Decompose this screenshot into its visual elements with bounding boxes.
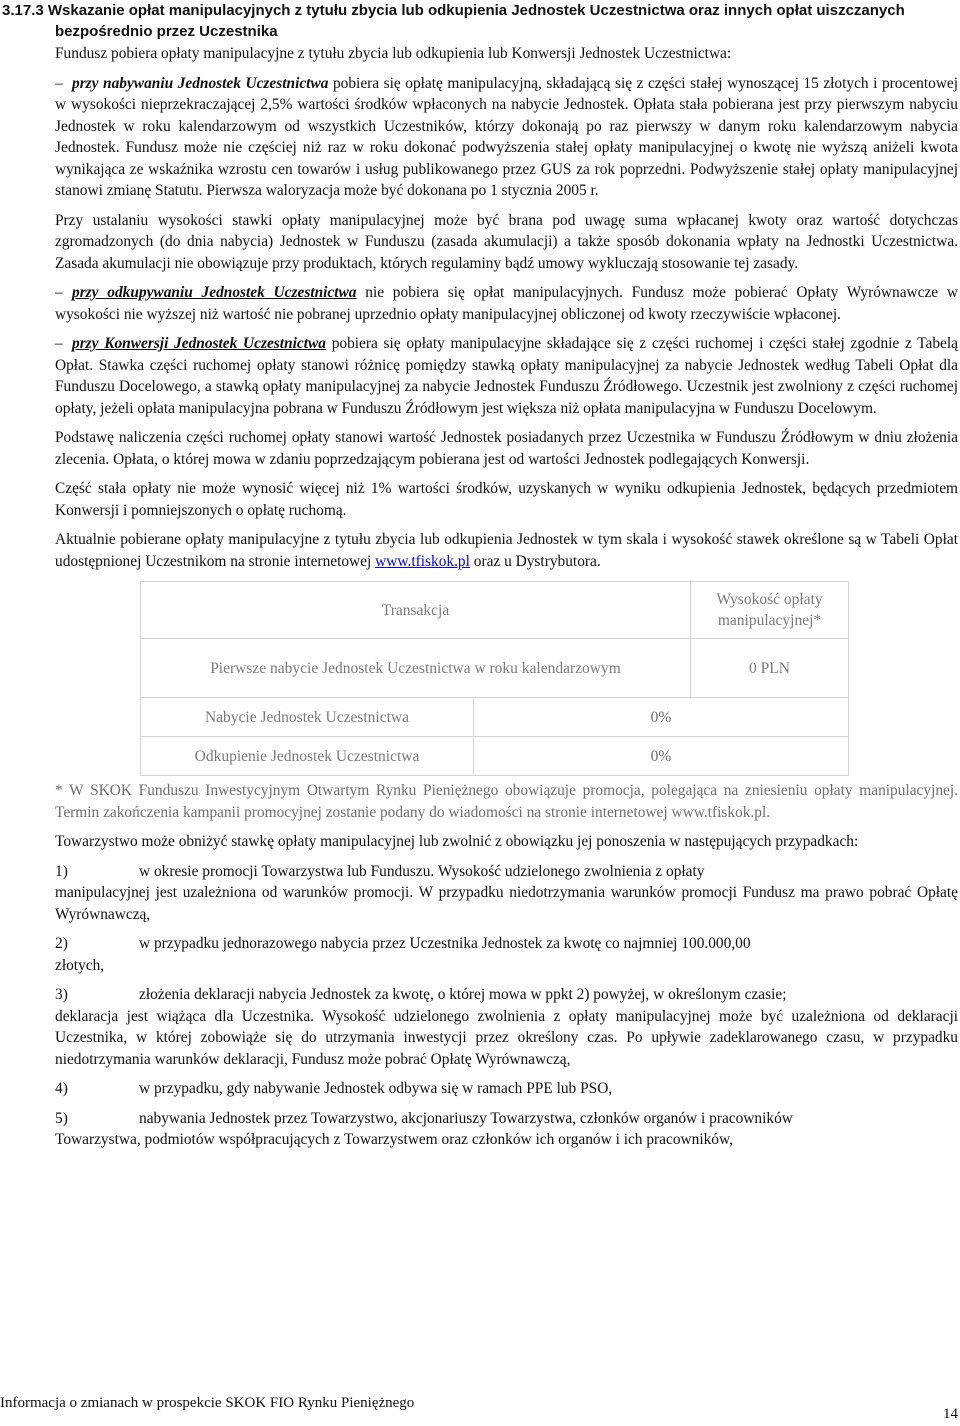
case-item: [55, 1108, 958, 1151]
current-fees-paragraph: [55, 529, 958, 572]
case-item: [55, 933, 958, 976]
case-number: 3): [55, 986, 68, 1003]
current-fees-after: oraz u Dystrybutora.: [469, 552, 601, 570]
row-transaction: Pierwsze nabycie Jednostek Uczestnictwa w roku kalendarzowym: [141, 639, 691, 698]
section-heading: [2, 0, 952, 42]
dash-bullet: –: [55, 335, 63, 352]
header-fee: Wysokość opłaty manipulacyjnej*: [691, 582, 849, 639]
section-number: 3.17.3: [2, 2, 44, 19]
case-number: 5): [55, 1109, 68, 1127]
dash-bullet: –: [55, 74, 63, 92]
website-link[interactable]: www.tfiskok.pl: [375, 552, 470, 570]
conversion-lead: przy Konwersji Jednostek Uczestnictwa: [72, 335, 326, 352]
case-item: [55, 1078, 958, 1100]
current-fees-text: Aktualnie pobierane opłaty manipulacyjne z tytułu zbycia lub odkupienia Jednostek w tym skala i wysokość stawek określone są w Tabeli Opłat udostępnionej Uczestnikom na stronie internetowej: [55, 531, 958, 570]
fixed-part-paragraph: Część stała opłaty nie może wynosić więcej niż 1% wartości środków, uzyskanych w wyniku odkupienia Jednostek, będących przedmiotem Konwersji i pomniejszonych o opłatę ruchomą.: [55, 480, 958, 519]
conversion-text: pobiera się opłaty manipulacyjne składające się z części ruchomej i części stałej zgodnie z Tabelą Opłat. Stawka części ruchomej opłaty stanowi różnicę pomiędzy stawką opłaty manipulacyjnej za nabycie Jednostek według Tabeli Opłat dla Funduszu Docelowego, a stawką opłaty manipulacyjnej za nabycie Jednostek Funduszu Źródłowego. Uczestnik jest zwolniony z części ruchomej opłaty, jeżeli opłata manipulacyjna pobrana w Funduszu Źródłowym jest większa niż opłata manipulacyjna w Funduszu Docelowym.: [55, 335, 959, 417]
case-item: [55, 984, 958, 1070]
case-text: w okresie promocji Towarzystwa lub Funduszu. Wysokość udzielonego zwolnienia z opłaty: [139, 862, 705, 880]
reduction-intro: Towarzystwo może obniżyć stawkę opłaty manipulacyjnej lub zwolnić z obowiązku jej ponoszenia w następujących przypadkach:: [55, 833, 859, 850]
purchase-lead: przy nabywaniu Jednostek Uczestnictwa: [72, 74, 329, 92]
row-fee: 0%: [474, 698, 849, 737]
case-text: w przypadku, gdy nabywanie Jednostek odbywa się w ramach PPE lub PSO,: [139, 1080, 613, 1097]
conversion-paragraph: [55, 333, 958, 419]
purchase-text: pobiera się opłatę manipulacyjną, składającą się z części stałej wynoszącej 15 złotych i procentowej w wysokości nieprzekraczającej 2,5% wartości środków wpłaconych na nabycie Jednostek. Opłata stała pobierana jest przy pierwszym nabyciu Jednostek w roku kalendarzowym od wszystkich Uczestników, którzy dokonają po raz pierwszy w danym roku kalendarzowym nabycia Jednostek. Fundusz może nie częściej niż raz w roku dokonać podwyższenia stałej opłaty manipulacyjnej o kwotę nie wyższą aniżeli kwota wynikająca ze wskaźnika wzrostu cen towarów i usług publikowanego przez GUS za rok poprzedni. Podwyższenie stałej opłaty manipulacyjnej stanowi zmianę Statutu. Pierwsza waloryzacja może być dokonana po 1 stycznia 2005 r.: [55, 74, 959, 199]
case-number: 1): [55, 862, 68, 880]
case-text-continued: złotych,: [55, 956, 105, 974]
case-text: nabywania Jednostek przez Towarzystwo, akcjonariuszy Towarzystwa, członków organów i pracowników: [139, 1109, 793, 1127]
case-text: w przypadku jednorazowego nabycia przez Uczestnika Jednostek za kwotę co najmniej 100.000,00: [139, 935, 751, 952]
header-transaction: Transakcja: [141, 582, 691, 639]
case-text-continued: manipulacyjnej jest uzależniona od warunków promocji. W przypadku niedotrzymania warunków promocji Fundusz ma prawo pobrać Opłatę Wyrównawczą,: [55, 884, 958, 923]
case-number: 4): [55, 1080, 68, 1097]
table-row: [141, 639, 849, 698]
case-text-continued: Towarzystwa, podmiotów współpracujących z Towarzystwem oraz członków ich organów i ich pracowników,: [55, 1131, 733, 1148]
section-title: Wskazanie opłat manipulacyjnych z tytułu zbycia lub odkupienia Jednostek Uczestnictwa oraz innych opłat uiszczanych bezpośrednio przez Uczestnika: [47, 2, 905, 40]
basis-paragraph: Podstawę naliczenia części ruchomej opłaty stanowi wartość Jednostek posiadanych przez Uczestnika w Funduszu Źródłowym w dniu złożenia zlecenia. Opłata, o której mowa w zdaniu poprzedzającym pobierana jest od wartości Jednostek podlegających Konwersji.: [55, 429, 958, 468]
accumulation-paragraph: Przy ustalaniu wysokości stawki opłaty manipulacyjnej może być brana pod uwagę suma wpłacanej kwoty oraz wartość dotychczas zgromadzonych (do dnia nabycia) Jednostek w Funduszu (zasada akumulacji) a także sposób dokonania wpłaty na Jednostki Uczestnictwa. Zasada akumulacji nie obowiązuje przy produktach, których regulaminy bądź umowy wykluczają stosowanie tej zasady.: [55, 211, 958, 272]
case-item: [55, 861, 958, 926]
purchase-paragraph: [55, 73, 958, 202]
intro-paragraph: Fundusz pobiera opłaty manipulacyjne z tytułu zbycia lub odkupienia lub Konwersji Jednostek Uczestnictwa:: [55, 45, 732, 62]
table-header-row: [141, 582, 849, 639]
fee-table: [140, 581, 849, 776]
table-row: [141, 698, 849, 737]
page-footer: Informacja o zmianach w prospekcie SKOK FIO Rynku Pieniężnego: [0, 1395, 415, 1411]
promotion-footnote: * W SKOK Funduszu Inwestycyjnym Otwartym Rynku Pieniężnego obowiązuje promocja, polegająca na zniesieniu opłaty manipulacyjnej. Termin zakończenia kampanii promocyjnej zostanie podany do wiadomości na stronie internetowej www.tfiskok.pl.: [55, 782, 958, 821]
row-transaction: Odkupienie Jednostek Uczestnictwa: [141, 737, 474, 776]
redemption-text: nie pobiera się opłat manipulacyjnych. Fundusz może pobierać Opłaty Wyrównawcze w wysokości nie wyższej niż wartość nie pobranej uprzednio opłaty manipulacyjnej obliczonej od kwoty rzeczywiście wpłaconej.: [55, 284, 959, 323]
row-fee: 0 PLN: [691, 639, 849, 698]
case-number: 2): [55, 935, 68, 952]
case-text: złożenia deklaracji nabycia Jednostek za kwotę, o której mowa w ppkt 2) powyżej, w określonym czasie;: [139, 986, 787, 1003]
case-text-continued: deklaracja jest wiążąca dla Uczestnika. Wysokość udzielonego zwolnienia z opłaty manipulacyjnej może być uzależniona od deklaracji Uczestnika, w której zobowiąże się do utrzymania inwestycji przez określony czas. Po upływie zadeklarowanego czasu, w przypadku niedotrzymania warunków deklaracji, Fundusz może pobrać Opłatę Wyrównawczą,: [55, 1007, 958, 1068]
main-content: [55, 43, 958, 1151]
redemption-paragraph: [55, 282, 958, 325]
row-transaction: Nabycie Jednostek Uczestnictwa: [141, 698, 474, 737]
row-fee: 0%: [474, 737, 849, 776]
page-number: 14: [943, 1406, 958, 1422]
table-row: [141, 737, 849, 776]
redemption-lead: przy odkupywaniu Jednostek Uczestnictwa: [72, 284, 357, 301]
dash-bullet: –: [55, 284, 63, 301]
